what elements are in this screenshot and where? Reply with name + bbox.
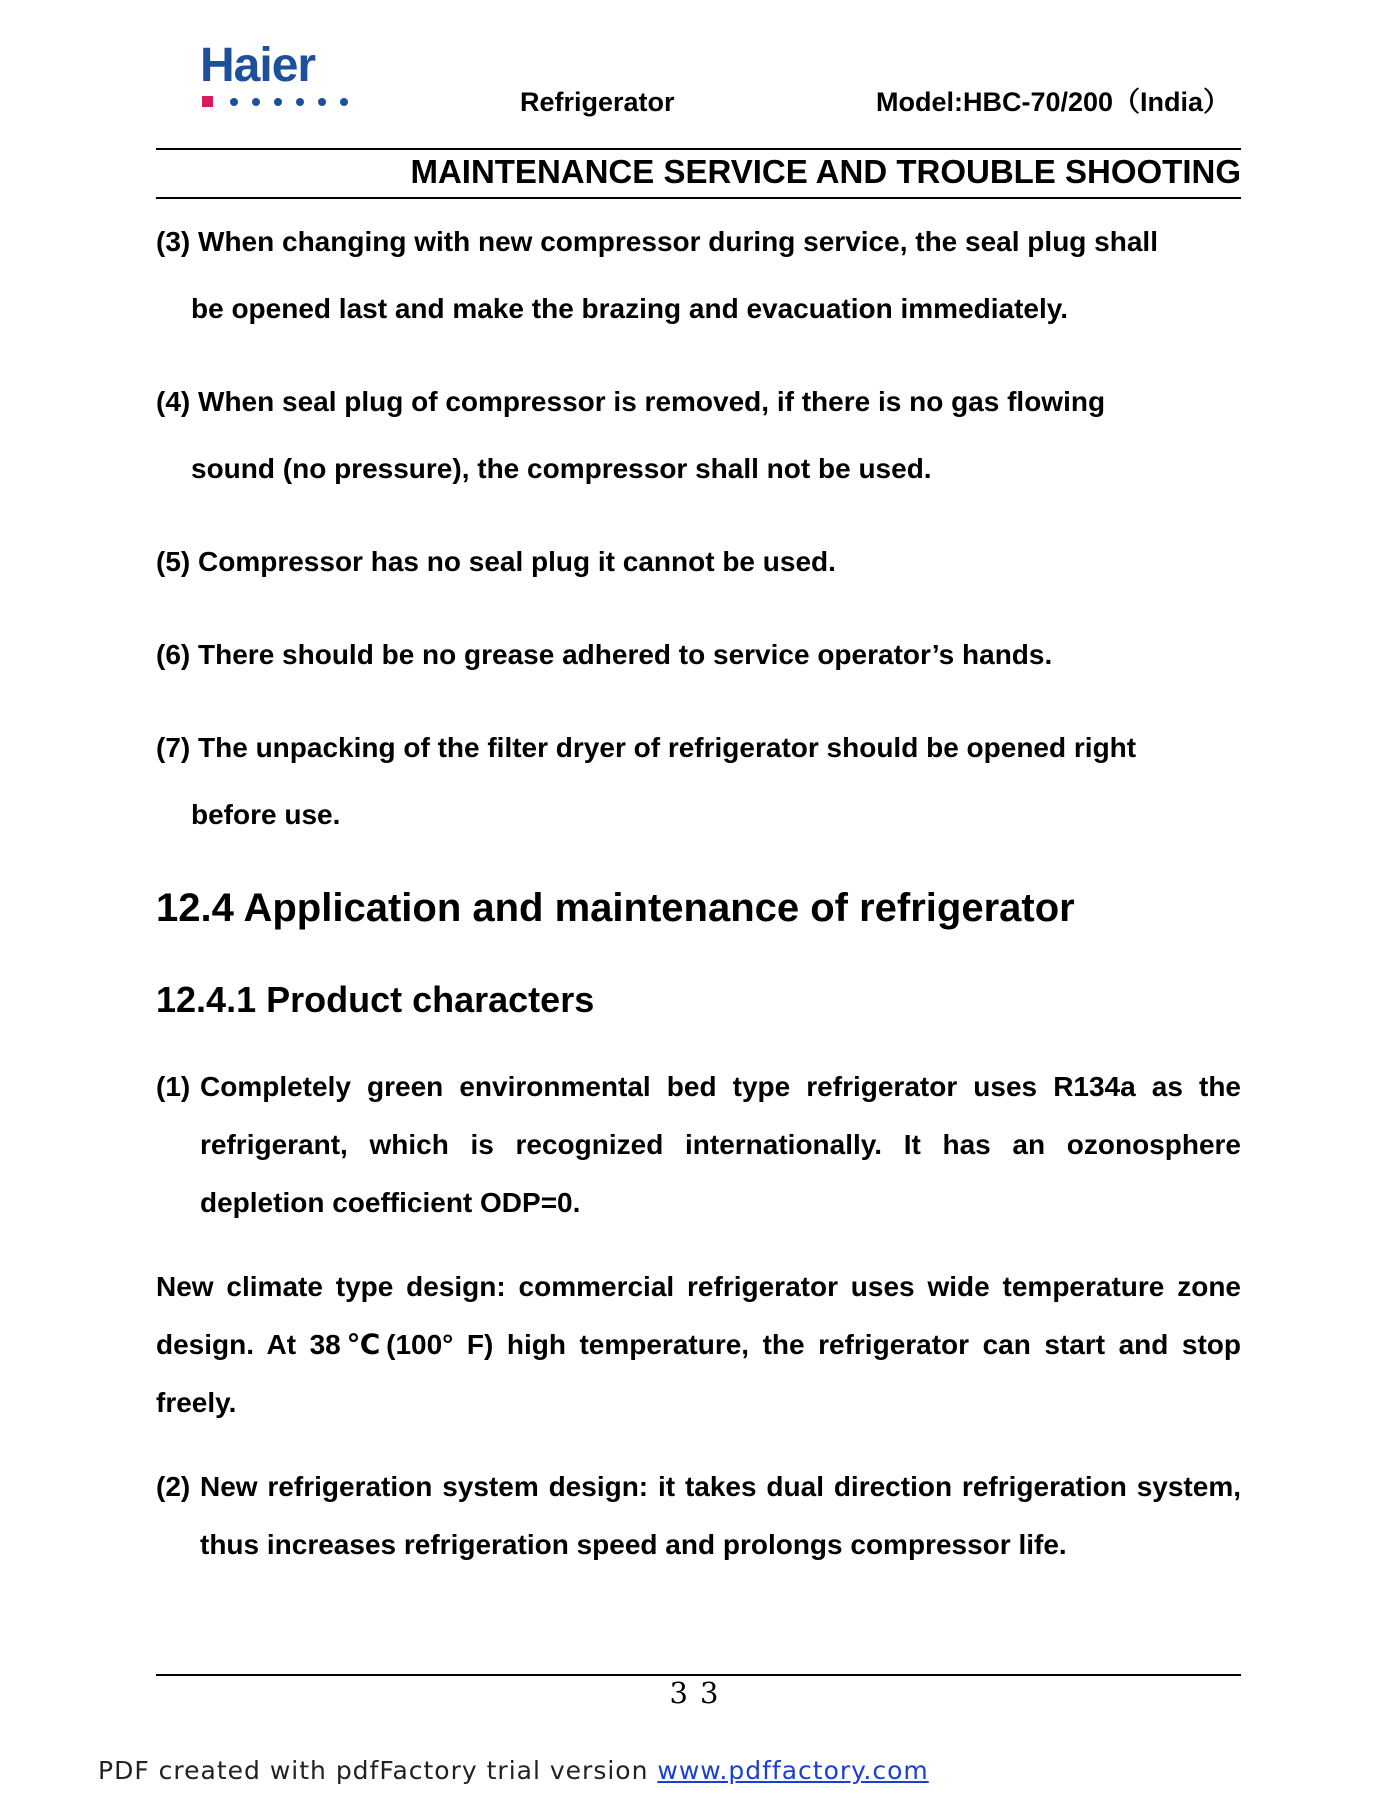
page-number: 33 bbox=[669, 1676, 731, 1710]
climate-paragraph bbox=[156, 1258, 1241, 1432]
footer-prefix: PDF created with pdfFactory trial version bbox=[98, 1756, 658, 1785]
item-text: The unpacking of the filter dryer of refrigerator should be opened right bbox=[198, 732, 1137, 763]
list-item-4 bbox=[156, 368, 1241, 502]
paragraph-text: New climate type design: commercial refrigerator uses wide temperature zone design. At 38℃(100° F) high temperature, the refrigerator can start and stop freely. bbox=[156, 1271, 1241, 1418]
product-item-1 bbox=[156, 1058, 1241, 1232]
heading-12-4: 12.4 Application and maintenance of refrigerator bbox=[156, 886, 1075, 930]
item-text: Compressor has no seal plug it cannot be used. bbox=[198, 546, 836, 577]
item-label: (5) bbox=[156, 546, 191, 577]
logo-wordmark: Haier bbox=[200, 39, 316, 92]
item-text: When changing with new compressor during service, the seal plug shall bbox=[198, 226, 1158, 257]
haier-logo bbox=[200, 40, 360, 115]
heading-12-4-1: 12.4.1 Product characters bbox=[156, 979, 595, 1020]
pdffactory-link[interactable]: www.pdffactory.com bbox=[657, 1756, 929, 1785]
header-product: Refrigerator bbox=[520, 87, 675, 117]
pdf-footer bbox=[98, 1756, 929, 1785]
list-item-7 bbox=[156, 714, 1241, 848]
header-model: Model:HBC-70/200（India） bbox=[876, 87, 1231, 117]
header-rule-top bbox=[156, 148, 1241, 150]
section-title: MAINTENANCE SERVICE AND TROUBLE SHOOTING bbox=[410, 153, 1241, 190]
item-text: When seal plug of compressor is removed, if there is no gas flowing bbox=[198, 386, 1106, 417]
item-text: There should be no grease adhered to service operator’s hands. bbox=[198, 639, 1053, 670]
list-item-6 bbox=[156, 621, 1241, 688]
list-item-3 bbox=[156, 208, 1241, 342]
product-item-2 bbox=[156, 1458, 1241, 1574]
header-rule-bottom bbox=[156, 197, 1241, 199]
item-text: New refrigeration system design: it takes dual direction refrigeration system, thus increases refrigeration speed and prolongs compressor life. bbox=[200, 1471, 1241, 1560]
item-label: (2) bbox=[156, 1471, 191, 1502]
item-text-cont: be opened last and make the brazing and evacuation immediately. bbox=[191, 293, 1069, 324]
list-item-5 bbox=[156, 528, 1241, 595]
item-label: (3) bbox=[156, 226, 191, 257]
item-label: (4) bbox=[156, 386, 191, 417]
item-text-cont: sound (no pressure), the compressor shall not be used. bbox=[191, 453, 932, 484]
item-text: Completely green environmental bed type refrigerator uses R134a as the refrigerant, which is recognized internationally. It has an ozonosphere depletion coefficient ODP=0. bbox=[200, 1071, 1241, 1218]
item-text-cont: before use. bbox=[191, 799, 341, 830]
item-label: (1) bbox=[156, 1071, 191, 1102]
item-label: (7) bbox=[156, 732, 191, 763]
item-label: (6) bbox=[156, 639, 191, 670]
